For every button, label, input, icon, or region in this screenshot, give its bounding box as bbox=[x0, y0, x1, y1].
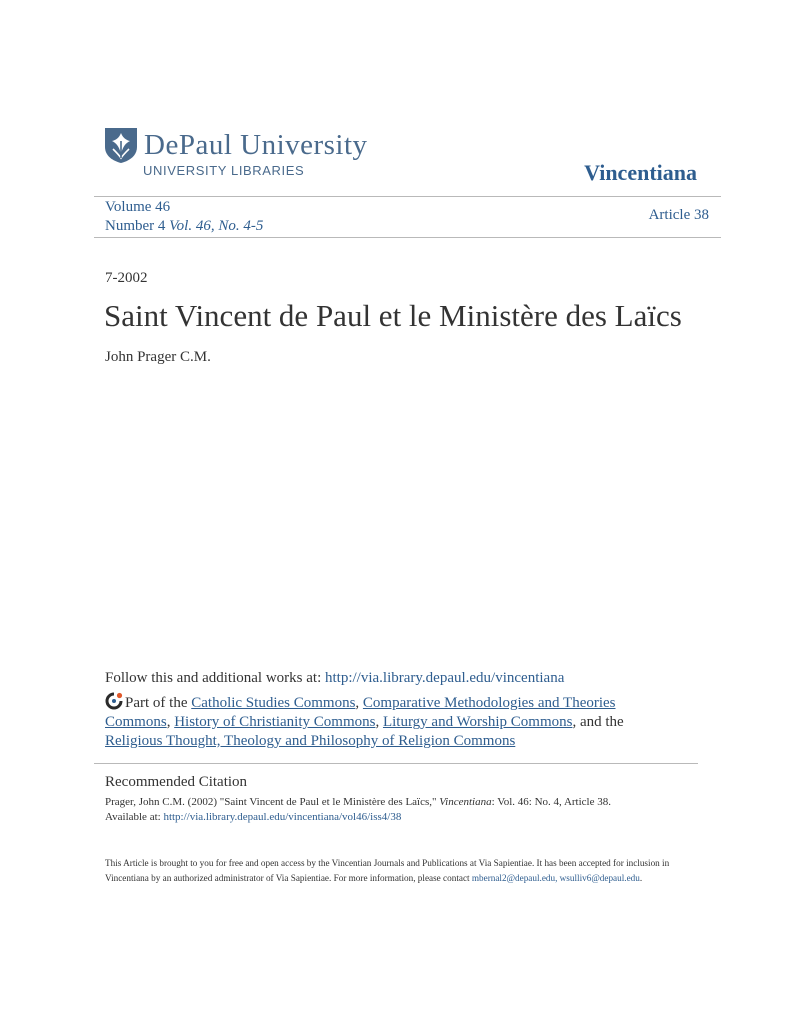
citation-line-2 bbox=[105, 810, 611, 825]
author-name: John Prager C.M. bbox=[105, 349, 211, 365]
follow-prefix: Follow this and additional works at: bbox=[105, 670, 325, 686]
catholic-studies-commons-link[interactable]: Catholic Studies Commons bbox=[191, 695, 356, 711]
article-number-link[interactable]: Article 38 bbox=[648, 207, 709, 223]
recommended-citation-heading: Recommended Citation bbox=[105, 774, 248, 790]
citation-journal: Vincentiana bbox=[439, 796, 492, 808]
citation-suffix: : Vol. 46: No. 4, Article 38. bbox=[491, 796, 611, 808]
citation-prefix: Prager, John C.M. (2002) "Saint Vincent de Paul et le Ministère des Laïcs," bbox=[105, 796, 440, 808]
liturgy-and-worship-commons-link[interactable]: Liturgy and Worship Commons bbox=[382, 714, 573, 730]
comparative-methodologies-commons-link[interactable]: Comparative Methodologies and Theories Commons bbox=[105, 695, 616, 730]
footer-end: . bbox=[639, 873, 643, 883]
number-link[interactable]: Number 4 bbox=[105, 218, 166, 234]
digital-commons-network-icon bbox=[105, 692, 123, 710]
commons-separator: , bbox=[355, 695, 363, 711]
footer-text: This Article is brought to you for free and open access by the Vincentian Journals and Publications at Via Sapientiae. It has been accepted for inclusion in Vincentiana by an authorized administrator of Via Sapientiae. For more information, please contact bbox=[105, 858, 670, 883]
university-logo[interactable] bbox=[104, 127, 404, 183]
depaul-shield-icon bbox=[104, 127, 138, 164]
commons-separator: , bbox=[166, 714, 175, 730]
issue-detail: Vol. 46, No. 4-5 bbox=[169, 218, 264, 234]
footer-note bbox=[105, 856, 695, 886]
publication-date: 7-2002 bbox=[105, 270, 148, 286]
commons-separator: , bbox=[375, 714, 383, 730]
issue-number bbox=[105, 218, 263, 235]
history-of-christianity-commons-link[interactable]: History of Christianity Commons bbox=[174, 714, 376, 730]
commons-and-the: , and the bbox=[572, 714, 624, 730]
article-title: Saint Vincent de Paul et le Ministère des Laïcs bbox=[104, 298, 682, 333]
volume-link[interactable]: Volume 46 bbox=[105, 199, 171, 215]
header-rule-top bbox=[94, 196, 721, 197]
religious-thought-commons-link[interactable]: Religious Thought, Theology and Philosophy of Religion Commons bbox=[105, 733, 516, 749]
journal-name-link[interactable]: Vincentiana bbox=[584, 160, 697, 185]
citation-line-1 bbox=[105, 795, 611, 810]
citation-rule bbox=[94, 763, 698, 764]
commons-prefix: Part of the bbox=[125, 695, 192, 711]
logo-title: DePaul University bbox=[144, 129, 368, 161]
citation-url-link[interactable]: http://via.library.depaul.edu/vincentiana/vol46/iss4/38 bbox=[163, 811, 402, 823]
contact-email-link[interactable]: mbernal2@depaul.edu, wsulliv6@depaul.edu bbox=[471, 873, 640, 883]
logo-subtitle: UNIVERSITY LIBRARIES bbox=[143, 163, 305, 178]
available-prefix: Available at: bbox=[105, 811, 164, 823]
header-rule-bottom bbox=[94, 237, 721, 238]
commons-paragraph bbox=[105, 692, 675, 751]
follow-url-link[interactable]: http://via.library.depaul.edu/vincentiana bbox=[324, 670, 565, 686]
citation-text bbox=[105, 795, 611, 825]
follow-line bbox=[105, 670, 564, 687]
